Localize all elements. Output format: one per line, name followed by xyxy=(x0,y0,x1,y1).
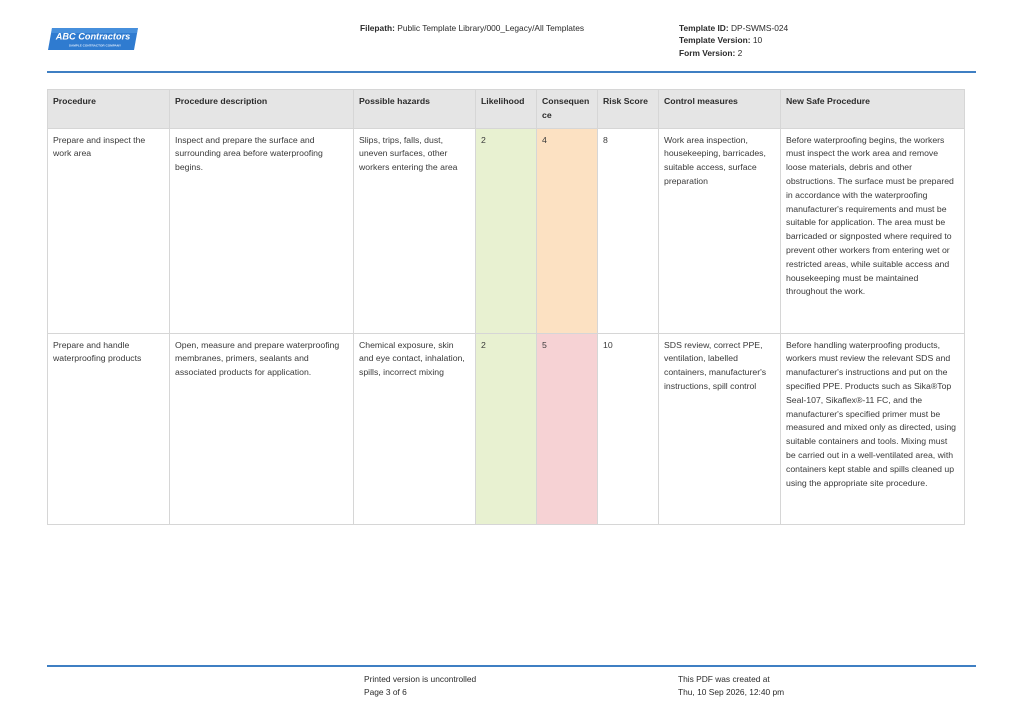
template-id-label: Template ID: xyxy=(679,23,729,33)
risk-score-cell: 10 xyxy=(598,333,659,524)
hazards-cell: Chemical exposure, skin and eye contact, inhalation, spills, incorrect mixing xyxy=(354,333,476,524)
form-version-label: Form Version: xyxy=(679,47,736,58)
page-number: Page 3 of 6 xyxy=(364,686,407,697)
company-logo xyxy=(46,26,140,52)
table-header-row xyxy=(48,90,965,129)
uncontrolled-notice: Printed version is uncontrolled xyxy=(364,674,477,684)
form-version-value: 2 xyxy=(735,47,743,58)
risk-score-cell: 8 xyxy=(598,128,659,333)
col-header-consequence: Consequen ce xyxy=(537,90,598,129)
template-version-line xyxy=(679,34,788,46)
footer-left xyxy=(364,673,476,698)
created-timestamp: Thu, 10 Sep 2026, 12:40 pm xyxy=(678,686,785,697)
filepath-value: Public Template Library/000_Legacy/All Templates xyxy=(394,23,585,33)
logo-subtext: SAMPLE CONTRACTOR COMPANY xyxy=(68,43,122,48)
footer-right xyxy=(678,673,784,698)
swms-table xyxy=(47,89,965,525)
template-info xyxy=(679,22,788,59)
hazards-cell: Slips, trips, falls, dust, uneven surfaces, other workers entering the area xyxy=(354,128,476,333)
col-header-risk-score: Risk Score xyxy=(598,90,659,129)
controls-cell: SDS review, correct PPE, ventilation, labelled containers, manufacturer's instructions, spill control xyxy=(659,333,781,524)
footer-divider xyxy=(47,665,976,667)
table-row xyxy=(48,128,965,333)
logo-text: ABC Contractors xyxy=(55,31,131,42)
col-header-new-procedure: New Safe Procedure xyxy=(781,90,965,129)
controls-cell: Work area inspection, housekeeping, barricades, suitable access, surface preparation xyxy=(659,128,781,333)
col-header-procedure: Procedure xyxy=(48,90,170,129)
col-header-likelihood: Likelihood xyxy=(476,90,537,129)
template-id-line xyxy=(679,22,788,34)
template-version-value: 10 xyxy=(750,35,763,46)
table-row xyxy=(48,333,965,524)
procedure-cell: Prepare and inspect the work area xyxy=(48,128,170,333)
new-procedure-cell: Before handling waterproofing products, workers must review the relevant SDS and manufacturer's instructions and put on the specified PPE. Products such as Sika®Top Seal-107, Sikaflex®-11 FC, and the manufacturer's specified primer must be measured and mixed only as directed, using suitable containers and tools. Mixing must be carried out in a well-ventilated area, with containers kept stable and spills cleaned up using the appropriate site procedure. xyxy=(781,333,965,524)
form-version-line xyxy=(679,47,788,59)
template-version-label: Template Version: xyxy=(679,35,751,46)
likelihood-cell: 2 xyxy=(476,128,537,333)
filepath xyxy=(360,22,584,34)
col-header-hazards: Possible hazards xyxy=(354,90,476,129)
new-procedure-cell: Before waterproofing begins, the workers must inspect the work area and remove loose materials, debris and other obstructions. The surface must be prepared in accordance with the waterproofing manufacturer's requirements and must be suitable for application. The area must be barricaded or signposted where required to prevent other workers from entering wet or restricted areas, while suitable access and housekeeping must be maintained throughout the work. xyxy=(781,128,965,333)
description-cell: Open, measure and prepare waterproofing membranes, primers, sealants and associated products for application. xyxy=(170,333,354,524)
template-id-value: DP-SWMS-024 xyxy=(728,23,789,33)
created-label: This PDF was created at xyxy=(678,674,770,684)
procedure-cell: Prepare and handle waterproofing products xyxy=(48,333,170,524)
filepath-label: Filepath: xyxy=(360,23,395,33)
logo-badge-icon xyxy=(46,26,140,52)
col-header-controls: Control measures xyxy=(659,90,781,129)
consequence-cell: 4 xyxy=(537,128,598,333)
description-cell: Inspect and prepare the surface and surrounding area before waterproofing begins. xyxy=(170,128,354,333)
consequence-cell: 5 xyxy=(537,333,598,524)
col-header-description: Procedure description xyxy=(170,90,354,129)
likelihood-cell: 2 xyxy=(476,333,537,524)
header-divider xyxy=(47,71,976,73)
